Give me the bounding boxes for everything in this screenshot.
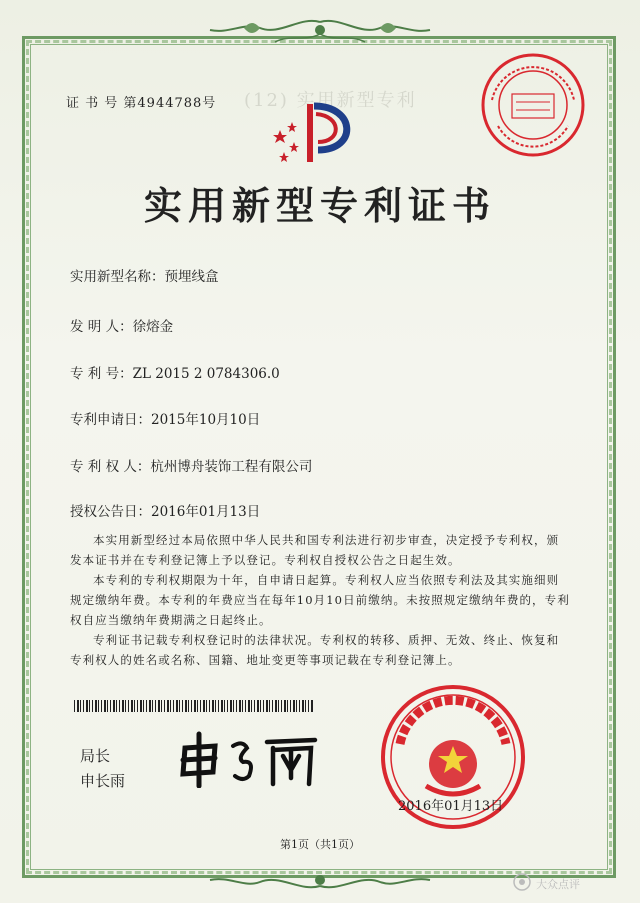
- paragraph-registry: 专利证书记载专利权登记时的法律状况。专利权的转移、质押、无效、终止、恢复和专利权人的姓名或名称、国籍、地址变更等事项记载在专利登记簿上。: [70, 633, 560, 667]
- certificate-body: [70, 530, 570, 670]
- header-watermark: (12) 实用新型专利: [244, 90, 417, 111]
- field-application-date: [70, 408, 260, 428]
- field-grant-date: [70, 500, 260, 520]
- field-label: 实用新型名称：: [70, 269, 165, 285]
- field-patentee: [70, 455, 312, 475]
- barcode: [74, 700, 314, 712]
- watermark-credit: 大众点评: [536, 878, 580, 891]
- issue-date: 2016年01月13日: [398, 799, 504, 814]
- director-name: 申长雨: [80, 772, 126, 790]
- patent-office-logo-icon: [266, 100, 366, 170]
- field-value: ZL 2015 2 0784306.0: [132, 366, 280, 382]
- certificate-title: 实用新型专利证书: [143, 184, 496, 228]
- field-patent-number: [70, 362, 280, 382]
- field-inventor: [70, 315, 173, 335]
- field-utility-model-name: [70, 265, 219, 285]
- director-signature: [175, 728, 325, 788]
- field-label: 发 明 人：: [70, 319, 133, 335]
- field-label: 专 利 权 人：: [70, 459, 151, 475]
- paragraph-term: 本专利的专利权期限为十年，自申请日起算。专利权人应当依照专利法及其实施细则规定缴纳年费。本专利的年费应当在每年10月10日前缴纳。未按照规定缴纳年费的，专利权自应当缴纳年费期满之日起终止。: [70, 573, 570, 627]
- page-number: 第1页（共1页）: [280, 838, 360, 851]
- field-label: 授权公告日：: [70, 504, 151, 520]
- field-label: 专 利 号：: [70, 366, 133, 382]
- top-ornament-icon: [200, 14, 440, 54]
- signature-text: 申长雨: [175, 728, 178, 729]
- dianping-logo-icon: [512, 872, 532, 892]
- field-label: 专利申请日：: [70, 412, 151, 428]
- field-value: 徐熔金: [132, 319, 174, 335]
- bottom-ornament-icon: [200, 856, 440, 896]
- tax-seal-stamp: [478, 50, 588, 160]
- field-value: 杭州博舟装饰工程有限公司: [150, 459, 313, 475]
- field-value: 2016年01月13日: [151, 504, 261, 520]
- certificate-number: 证 书 号 第4944788号: [66, 96, 217, 111]
- field-value: 预埋线盒: [164, 269, 219, 285]
- director-title: 局长: [80, 747, 111, 765]
- field-value: 2015年10月10日: [151, 412, 261, 428]
- paragraph-grant: 本实用新型经过本局依照中华人民共和国专利法进行初步审查，决定授予专利权，颁发本证书并在专利登记簿上予以登记。专利权自授权公告之日起生效。: [70, 533, 560, 567]
